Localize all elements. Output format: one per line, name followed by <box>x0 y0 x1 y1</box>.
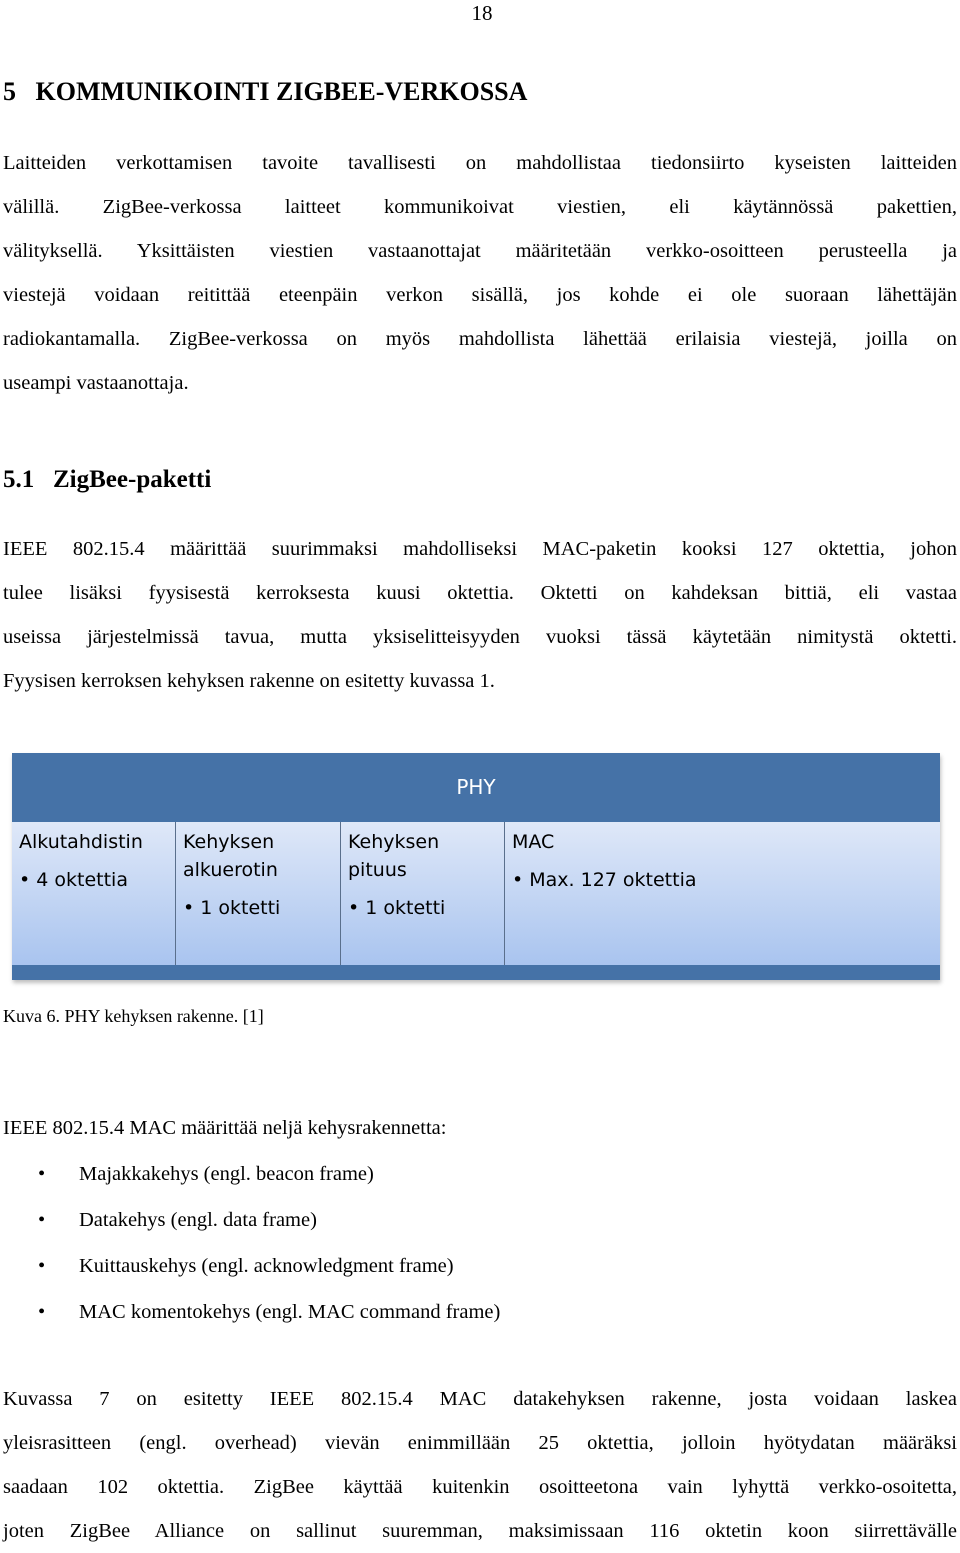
field-size: • 1 oktetti <box>348 897 446 919</box>
text-line: useissa järjestelmissä tavua, mutta yksiselitteisyyden vuoksi tässä käytetään nimitystä oktetti. <box>3 626 957 648</box>
list-item <box>0 1243 960 1289</box>
text-line: saadaan 102 oktettia. ZigBee käyttää kuitenkin osoitteetona vain lyhyttä verkko-osoitetta, <box>3 1476 957 1498</box>
phy-header: PHY <box>12 753 940 822</box>
list-item <box>0 1151 960 1197</box>
field-mac <box>505 822 940 965</box>
text-line: välillä. ZigBee-verkossa laitteet kommunikoivat viestien, eli käytännössä pakettien, <box>3 196 957 218</box>
paragraph-1 <box>3 141 957 405</box>
field-size: • 1 oktetti <box>183 897 281 919</box>
page-number: 18 <box>471 1 493 25</box>
paragraph-2 <box>3 527 957 703</box>
text-line: radiokantamalla. ZigBee-verkossa on myös mahdollista lähettää erilaisia viestejä, joilla on <box>3 328 957 350</box>
list-item <box>0 1289 960 1335</box>
phy-frame-diagram <box>12 753 940 980</box>
list-item-text: Kuittauskehys (engl. acknowledgment frame) <box>79 1255 454 1277</box>
text-line: joten ZigBee Alliance on sallinut suuremman, maksimissaan 116 oktetin koon siirrettävälle <box>3 1520 957 1542</box>
phy-footer-band <box>12 965 940 980</box>
frame-type-list <box>0 1151 960 1335</box>
paragraph-3 <box>3 1377 957 1553</box>
text-line: Kuvassa 7 on esitetty IEEE 802.15.4 MAC datakehyksen rakenne, josta voidaan laskea <box>3 1388 957 1410</box>
list-intro: IEEE 802.15.4 MAC määrittää neljä kehysrakennetta: <box>3 1117 447 1139</box>
field-title: MAC <box>512 831 555 853</box>
list-item-text: MAC komentokehys (engl. MAC command frame) <box>79 1301 501 1323</box>
bullet-icon: • <box>38 1255 46 1277</box>
text-line: viestejä voidaan reitittää eteenpäin verkon sisällä, jos kohde ei ole suoraan lähettäjän <box>3 284 957 306</box>
figure-caption: Kuva 6. PHY kehyksen rakenne. [1] <box>3 1006 264 1026</box>
field-size: • Max. 127 oktettia <box>512 869 697 891</box>
text-line: useampi vastaanottaja. <box>3 372 189 394</box>
text-line: Laitteiden verkottamisen tavoite tavallisesti on mahdollistaa tiedonsiirto kyseisten laitteiden <box>3 152 957 174</box>
field-title: Kehyksen pituus <box>348 831 440 881</box>
field-title: Kehyksen alkuerotin <box>183 831 278 881</box>
field-frame-length <box>341 822 505 965</box>
chapter-heading: 5 KOMMUNIKOINTI ZIGBEE-VERKOSSA <box>3 77 528 106</box>
field-start-delimiter <box>176 822 341 965</box>
field-preamble <box>12 822 176 965</box>
text-line: IEEE 802.15.4 määrittää suurimmaksi mahdolliseksi MAC-paketin kooksi 127 oktettia, johon <box>3 538 957 560</box>
field-title: Alkutahdistin <box>19 831 143 853</box>
text-line: välityksellä. Yksittäisten viestien vastaanottajat määritetään verkko-osoitteen perusteella ja <box>3 240 957 262</box>
bullet-icon: • <box>38 1163 46 1185</box>
bullet-icon: • <box>38 1209 46 1231</box>
section-heading: 5.1 ZigBee-paketti <box>3 466 212 493</box>
text-line: Fyysisen kerroksen kehyksen rakenne on esitetty kuvassa 1. <box>3 670 495 692</box>
list-item-text: Datakehys (engl. data frame) <box>79 1209 317 1231</box>
text-line: tulee lisäksi fyysisestä kerroksesta kuusi oktettia. Oktetti on kahdeksan bittiä, eli vastaa <box>3 582 957 604</box>
field-size: • 4 oktettia <box>19 869 128 891</box>
bullet-icon: • <box>38 1301 46 1323</box>
list-item-text: Majakkakehys (engl. beacon frame) <box>79 1163 374 1185</box>
list-item <box>0 1197 960 1243</box>
text-line: yleisrasitteen (engl. overhead) vievän enimmillään 25 oktettia, jolloin hyötydatan määräksi <box>3 1432 957 1454</box>
